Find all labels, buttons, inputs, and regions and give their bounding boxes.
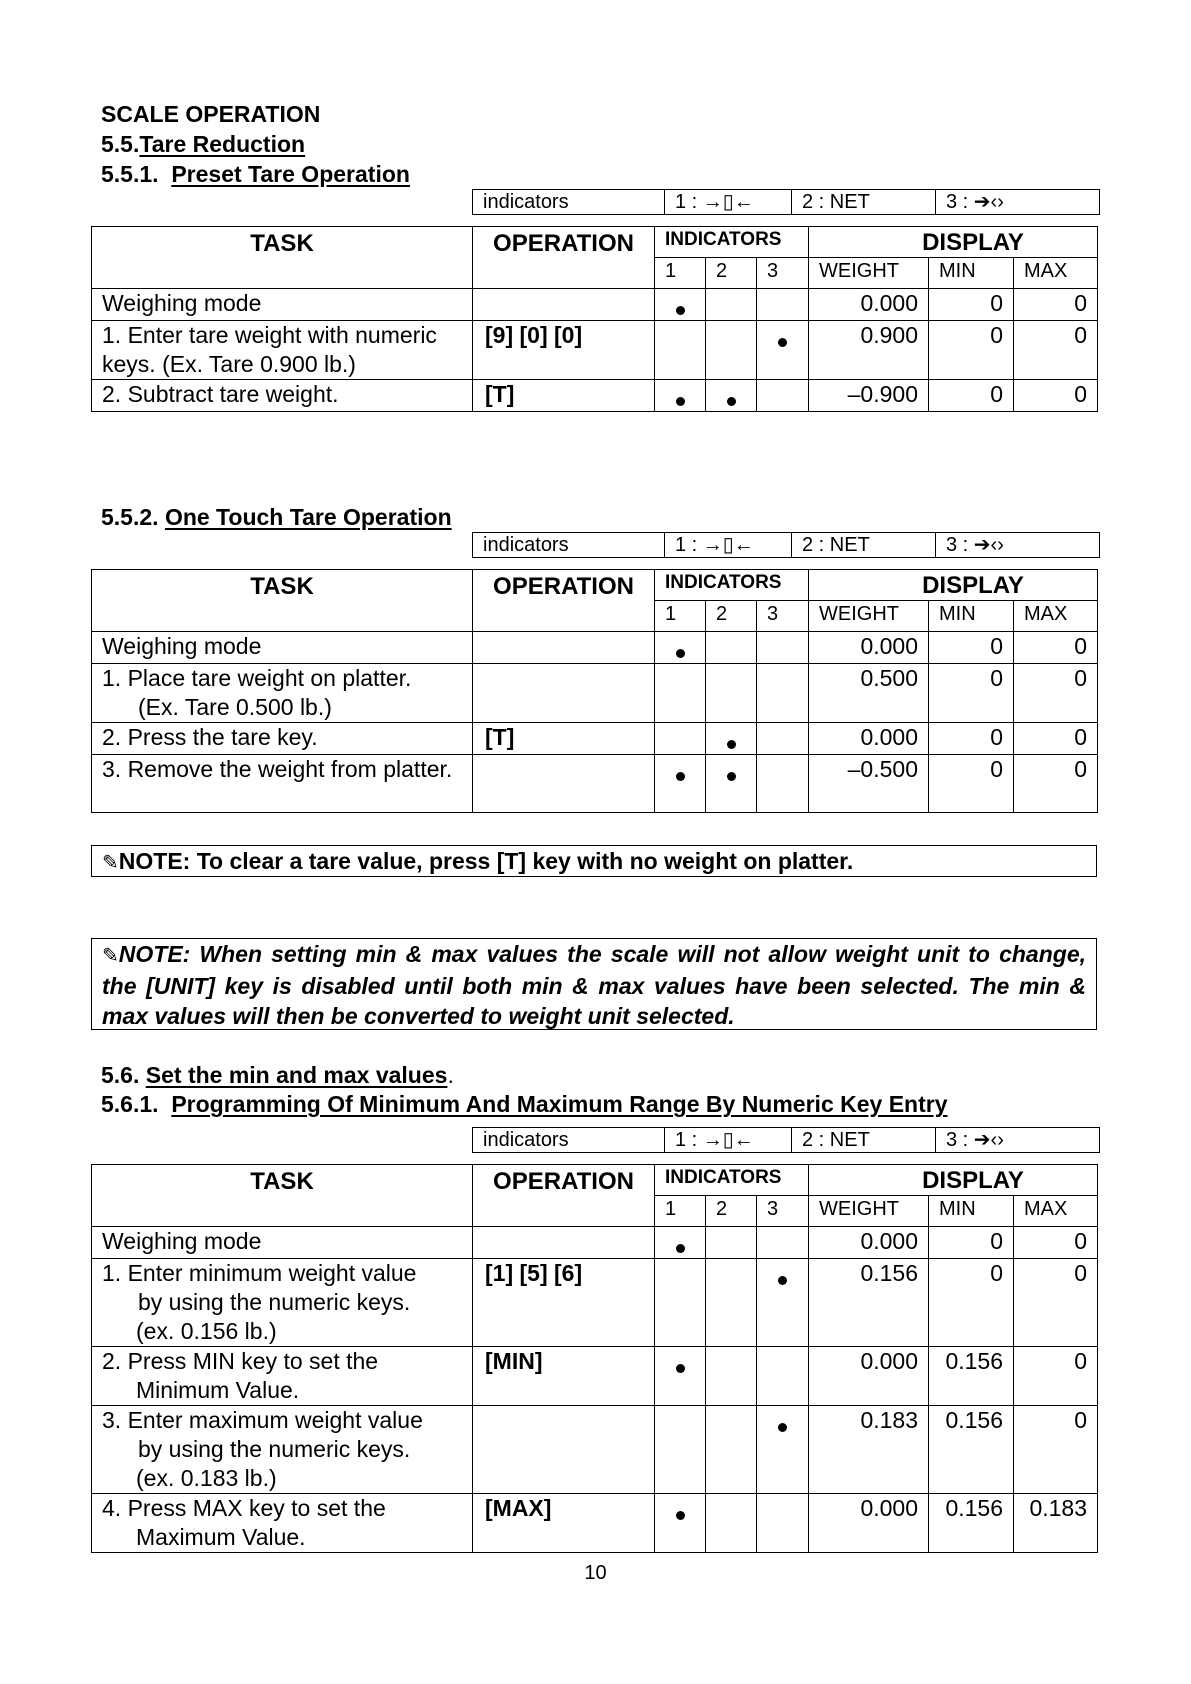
header-display: DISPLAY (809, 227, 1098, 258)
task-cell (92, 1494, 473, 1553)
weight-cell: 0.156 (809, 1259, 929, 1347)
indicator-dot (778, 1423, 787, 1432)
indicator-dot (676, 397, 685, 406)
note-min-max (91, 938, 1097, 1030)
indicator-dot (676, 772, 685, 781)
note-text: NOTE: To clear a tare value, press [T] key with no weight on platter. (118, 848, 854, 874)
task-line: by using the numeric keys. (138, 1436, 411, 1462)
indicator-dot (778, 1276, 787, 1285)
weight-cell: 0.000 (809, 1227, 929, 1259)
header-indicators: INDICATORS (655, 227, 809, 258)
max-cell: 0.183 (1014, 1494, 1098, 1553)
table-row (92, 1259, 1098, 1347)
header-operation: OPERATION (473, 570, 655, 632)
indicator-1-cell (655, 1406, 706, 1494)
pencil-icon: ✎ (102, 945, 119, 967)
min-cell: 0.156 (929, 1347, 1014, 1406)
header-min: MIN (929, 1196, 1014, 1227)
operation-cell (473, 289, 655, 321)
heading-5-6-1-title: Programming Of Minimum And Maximum Range By Numeric Key Entry (171, 1091, 948, 1117)
header-ind-3: 3 (757, 601, 809, 632)
max-cell: 0 (1014, 755, 1098, 813)
header-min: MIN (929, 601, 1014, 632)
indicator-3-cell (757, 755, 809, 813)
indicator-1-cell (655, 632, 706, 664)
operation-cell (473, 632, 655, 664)
indicator-2-cell (706, 1494, 757, 1553)
note-clear-tare (91, 845, 1097, 877)
indicator-3-cell (757, 664, 809, 723)
indicator-3-legend: 3 : ➔‹› (936, 533, 1100, 558)
task-cell: 2. Subtract tare weight. (92, 380, 473, 412)
weight-cell: 0.183 (809, 1406, 929, 1494)
header-min: MIN (929, 258, 1014, 289)
task-cell (92, 1406, 473, 1494)
weight-cell: 0.000 (809, 1494, 929, 1553)
task-cell: 2. Press the tare key. (92, 723, 473, 755)
weight-cell: 0.000 (809, 632, 929, 664)
indicator-2-cell (706, 1347, 757, 1406)
indicator-1-cell (655, 1227, 706, 1259)
indicator-2-cell (706, 1259, 757, 1347)
weight-cell: 0.000 (809, 289, 929, 321)
header-weight: WEIGHT (809, 258, 929, 289)
task-line: by using the numeric keys. (138, 1289, 411, 1315)
indicator-dot (676, 306, 685, 315)
header-indicators: INDICATORS (655, 1165, 809, 1196)
indicator-2-legend: 2 : NET (792, 1128, 936, 1153)
task-cell: Weighing mode (92, 632, 473, 664)
indicators-legend (472, 1127, 1100, 1153)
indicator-3-legend: 3 : ➔‹› (936, 1128, 1100, 1153)
weight-cell: 0.000 (809, 723, 929, 755)
max-cell: 0 (1014, 632, 1098, 664)
min-cell: 0 (929, 755, 1014, 813)
indicator-2-cell (706, 1227, 757, 1259)
indicator-3-cell (757, 1259, 809, 1347)
header-ind-1: 1 (655, 1196, 706, 1227)
header-indicators: INDICATORS (655, 570, 809, 601)
indicators-label: indicators (473, 1128, 665, 1153)
table-row (92, 755, 1098, 813)
indicator-2-cell (706, 289, 757, 321)
min-cell: 0 (929, 1227, 1014, 1259)
header-ind-1: 1 (655, 258, 706, 289)
weight-cell: 0.900 (809, 321, 929, 380)
indicator-3-cell (757, 1347, 809, 1406)
min-cell: 0 (929, 664, 1014, 723)
header-ind-3: 3 (757, 1196, 809, 1227)
task-line: (Ex. Tare 0.500 lb.) (138, 694, 332, 720)
header-max: MAX (1014, 258, 1098, 289)
min-cell: 0 (929, 723, 1014, 755)
min-max-table (91, 1164, 1098, 1553)
task-line: 4. Press MAX key to set the (102, 1495, 386, 1521)
indicator-2-legend: 2 : NET (792, 190, 936, 215)
min-cell: 0 (929, 380, 1014, 412)
table-row (92, 632, 1098, 664)
header-max: MAX (1014, 601, 1098, 632)
indicator-1-cell (655, 1347, 706, 1406)
heading-5-6-title: Set the min and max values (145, 1062, 448, 1088)
indicator-3-cell (757, 289, 809, 321)
page-number: 10 (584, 1562, 607, 1584)
indicators-legend (472, 532, 1100, 558)
header-max: MAX (1014, 1196, 1098, 1227)
heading-5-5-2-title: One Touch Tare Operation (164, 504, 452, 530)
task-cell: Weighing mode (92, 1227, 473, 1259)
max-cell: 0 (1014, 1227, 1098, 1259)
min-cell: 0 (929, 632, 1014, 664)
indicator-1-cell (655, 1494, 706, 1553)
indicator-dot (727, 772, 736, 781)
task-cell: 3. Remove the weight from platter. (92, 755, 473, 813)
task-cell (92, 664, 473, 723)
min-cell: 0 (929, 1259, 1014, 1347)
heading-5-6-number: 5.6. (101, 1062, 140, 1088)
indicators-label: indicators (473, 533, 665, 558)
operation-cell: [1] [5] [6] (473, 1259, 655, 1347)
note-text: NOTE: When setting min & max values the scale will not allow weight unit to change, the [UNIT] key is disabled until both min & max values have been selected. The min & max values will then be converted to weight unit selected. (102, 941, 1086, 1029)
indicator-3-cell (757, 321, 809, 380)
indicator-3-cell (757, 1406, 809, 1494)
indicator-2-cell (706, 1406, 757, 1494)
min-cell: 0.156 (929, 1494, 1014, 1553)
header-task: TASK (92, 1165, 473, 1227)
indicator-1-legend: 1 : →▯← (665, 533, 792, 558)
heading-5-5-title: Tare Reduction (139, 131, 306, 157)
indicator-1-cell (655, 321, 706, 380)
header-task: TASK (92, 570, 473, 632)
header-display: DISPLAY (809, 570, 1098, 601)
indicator-2-cell (706, 755, 757, 813)
indicator-3-cell (757, 380, 809, 412)
max-cell: 0 (1014, 1347, 1098, 1406)
indicator-1-cell (655, 1259, 706, 1347)
max-cell: 0 (1014, 321, 1098, 380)
indicator-dot (676, 1364, 685, 1373)
indicator-dot (778, 338, 787, 347)
indicator-3-cell (757, 1227, 809, 1259)
indicators-legend (472, 189, 1100, 215)
max-cell: 0 (1014, 1406, 1098, 1494)
heading-5-6-1-number: 5.6.1. (101, 1091, 159, 1117)
operation-cell (473, 1227, 655, 1259)
preset-tare-table (91, 226, 1098, 412)
heading-5-6 (101, 1060, 454, 1090)
table-row (92, 1406, 1098, 1494)
min-cell: 0 (929, 289, 1014, 321)
operation-cell (473, 755, 655, 813)
task-line: (ex. 0.183 lb.) (136, 1465, 277, 1491)
header-ind-2: 2 (706, 601, 757, 632)
task-line: 1. Enter minimum weight value (102, 1260, 417, 1286)
max-cell: 0 (1014, 1259, 1098, 1347)
indicator-dot (676, 649, 685, 658)
operation-cell: [T] (473, 380, 655, 412)
heading-5-5-number: 5.5. (101, 131, 140, 157)
table-row (92, 1494, 1098, 1553)
table-row (92, 321, 1098, 380)
weight-cell: 0.500 (809, 664, 929, 723)
task-line: (ex. 0.156 lb.) (136, 1318, 277, 1344)
operation-cell: [T] (473, 723, 655, 755)
weight-cell: –0.900 (809, 380, 929, 412)
weight-cell: 0.000 (809, 1347, 929, 1406)
header-ind-3: 3 (757, 258, 809, 289)
task-line: 2. Press MIN key to set the (102, 1348, 379, 1374)
indicator-2-cell (706, 632, 757, 664)
header-operation: OPERATION (473, 1165, 655, 1227)
indicator-1-cell (655, 723, 706, 755)
heading-5-6-tail: . (447, 1062, 454, 1088)
header-ind-2: 2 (706, 1196, 757, 1227)
header-weight: WEIGHT (809, 601, 929, 632)
indicator-3-legend: 3 : ➔‹› (936, 190, 1100, 215)
operation-cell (473, 1406, 655, 1494)
task-line: Maximum Value. (136, 1524, 306, 1550)
task-line: Minimum Value. (136, 1377, 300, 1403)
indicators-label: indicators (473, 190, 665, 215)
indicator-1-cell (655, 380, 706, 412)
indicator-2-cell (706, 321, 757, 380)
header-ind-1: 1 (655, 601, 706, 632)
indicator-dot (727, 740, 736, 749)
header-display: DISPLAY (809, 1165, 1098, 1196)
heading-5-5 (101, 129, 305, 159)
max-cell: 0 (1014, 289, 1098, 321)
header-ind-2: 2 (706, 258, 757, 289)
heading-5-5-2-number: 5.5.2. (101, 504, 159, 530)
heading-5-6-1 (101, 1089, 948, 1119)
indicator-3-cell (757, 632, 809, 664)
indicator-dot (676, 1244, 685, 1253)
indicator-1-legend: 1 : →▯← (665, 1128, 792, 1153)
max-cell: 0 (1014, 380, 1098, 412)
header-weight: WEIGHT (809, 1196, 929, 1227)
indicator-2-legend: 2 : NET (792, 533, 936, 558)
heading-5-5-1-title: Preset Tare Operation (171, 161, 410, 187)
max-cell: 0 (1014, 664, 1098, 723)
task-cell: 1. Enter tare weight with numeric keys. (Ex. Tare 0.900 lb.) (92, 321, 473, 380)
table-row (92, 289, 1098, 321)
indicator-1-legend: 1 : →▯← (665, 190, 792, 215)
indicator-3-cell (757, 723, 809, 755)
heading-5-5-2 (101, 502, 452, 532)
header-operation: OPERATION (473, 227, 655, 289)
header-task: TASK (92, 227, 473, 289)
table-row (92, 664, 1098, 723)
operation-cell: [MIN] (473, 1347, 655, 1406)
pencil-icon: ✎ (102, 852, 119, 874)
indicator-dot (676, 1511, 685, 1520)
indicator-3-cell (757, 1494, 809, 1553)
operation-cell: [9] [0] [0] (473, 321, 655, 380)
indicator-2-cell (706, 664, 757, 723)
heading-5-5-1-number: 5.5.1. (101, 161, 159, 187)
indicator-2-cell (706, 723, 757, 755)
indicator-dot (727, 397, 736, 406)
indicator-1-cell (655, 755, 706, 813)
max-cell: 0 (1014, 723, 1098, 755)
task-line: 3. Enter maximum weight value (102, 1407, 423, 1433)
table-row (92, 380, 1098, 412)
min-cell: 0.156 (929, 1406, 1014, 1494)
indicator-2-cell (706, 380, 757, 412)
task-cell: Weighing mode (92, 289, 473, 321)
task-cell (92, 1259, 473, 1347)
min-cell: 0 (929, 321, 1014, 380)
section-title: SCALE OPERATION (101, 101, 321, 127)
task-line: 1. Place tare weight on platter. (102, 665, 412, 691)
indicator-1-cell (655, 664, 706, 723)
weight-cell: –0.500 (809, 755, 929, 813)
operation-cell: [MAX] (473, 1494, 655, 1553)
table-row (92, 1347, 1098, 1406)
table-row (92, 723, 1098, 755)
task-cell (92, 1347, 473, 1406)
heading-5-5-1 (101, 159, 410, 189)
one-touch-tare-table (91, 569, 1098, 813)
operation-cell (473, 664, 655, 723)
table-row (92, 1227, 1098, 1259)
indicator-1-cell (655, 289, 706, 321)
